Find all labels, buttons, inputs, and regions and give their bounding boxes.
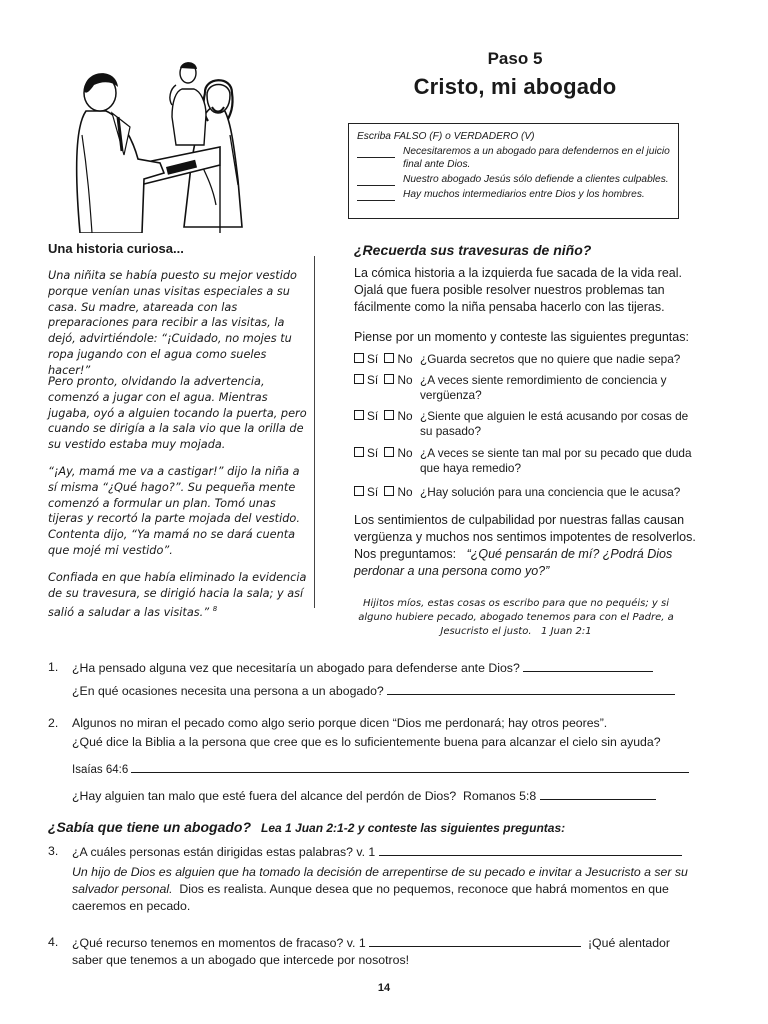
story-paragraph-1: Una niñita se había puesto su mejor vestido porque venían unas visitas especiales a su casa. Su madre, atareada con las preparaciones para recibir a las visitas, la dejó, advirtiéndole: “¡Cuidado, no mojes tu ropa jugando con el agua como sueles hacer!” [48, 269, 297, 377]
story-paragraph-3: “¡Ay, mamá me va a castigar!” dijo la niña a sí misma “¿Qué hago?”. Su pequeña mente comenzó a formular un plan. Tomó unas tijeras y recortó la parte mojada del vestido. Contenta dijo, “Ya mamá no se dará cuenta que mojé mi vestido”. [48, 465, 300, 557]
no-checkbox[interactable] [384, 410, 394, 420]
story-paragraph-4: Confiada en que había eliminado la evidencia de su travesura, se dirigió hacia la sala; y así salió a saludar a las visitas.” $^8$ [48, 571, 307, 619]
answer-line[interactable] [131, 760, 689, 773]
bible-verse: Hijitos míos, estas cosas os escribo para que no pequéis; y si alguno hubiere pecado, abogado tenemos para con el Padre, a Jesucristo el justo. 1 Juan 2:1 [358, 598, 674, 637]
yes-checkbox[interactable] [354, 353, 364, 363]
answer-line[interactable] [379, 843, 682, 856]
question-3-explanation: Un hijo de Dios es alguien que ha tomado la decisión de arrepentirse de su pecado e invitar a Jesucristo a ser su salvador personal. Dios es realista. Aunque desea que no pequemos, reconoce que habrá momentos en que caeremos en pecado. [72, 865, 688, 913]
answer-blank[interactable] [357, 145, 395, 158]
answer-blank[interactable] [357, 173, 395, 186]
story-paragraph-2: Pero pronto, olvidando la advertencia, comenzó a jugar con el agua. Mientras jugaba, oyó a alguien tocando la puerta, pero cuando se dirigía a la sala vio que la orilla de su vestido estaba muy mojada. [48, 375, 307, 452]
feelings-paragraph: Los sentimientos de culpabilidad por nuestras fallas causan vergüenza y muchos nos sentimos impotentes de resolverlos. Nos preguntamos: “¿Qué pensarán de mí? ¿Podrá Dios perdonar a una persona como yo?” [354, 513, 696, 578]
yes-checkbox[interactable] [354, 447, 364, 457]
quiz-item: Hay muchos intermediarios entre Dios y los hombres. [357, 188, 670, 201]
answer-line[interactable] [387, 682, 675, 695]
questions-prompt: Piense por un momento y conteste las siguientes preguntas: [354, 330, 689, 344]
courtroom-illustration [72, 55, 302, 233]
advocate-heading: ¿Sabía que tiene un abogado? Lea 1 Juan 2:1-2 y conteste las siguientes preguntas: [48, 819, 566, 835]
quiz-item: Necesitaremos a un abogado para defendernos en el juicio final ante Dios. [357, 145, 670, 171]
yes-checkbox[interactable] [354, 410, 364, 420]
true-false-box [348, 123, 679, 219]
quiz-item: Nuestro abogado Jesús sólo defiende a clientes culpables. [357, 173, 670, 186]
yes-no-question: Sí No ¿Hay solución para una conciencia que le acusa? [354, 485, 724, 500]
no-checkbox[interactable] [384, 374, 394, 384]
page-title: Cristo, mi abogado [413, 74, 617, 99]
story-heading: Una historia curiosa... [48, 241, 184, 256]
no-checkbox[interactable] [384, 353, 394, 363]
yes-checkbox[interactable] [354, 486, 364, 496]
answer-line[interactable] [523, 659, 653, 672]
intro-paragraph: La cómica historia a la izquierda fue sacada de la vida real. Ojalá que fuera posible resolver nuestros problemas tan fácilmente como la niña pensaba hacerlo con las tijeras. [354, 266, 682, 314]
footnote-marker: 8 [212, 604, 218, 613]
yes-no-question: Sí No ¿Siente que alguien le está acusando por cosas de su pasado? [354, 409, 724, 439]
answer-blank[interactable] [357, 188, 395, 201]
question-4-text: ¿Qué recurso tenemos en momentos de fracaso? v. 1 ¡Qué alentador saber que tenemos a un abogado que intercede por nosotros! [72, 936, 670, 967]
quiz-instruction: Escriba FALSO (F) o VERDADERO (V) [357, 131, 535, 142]
yes-no-question: Sí No ¿A veces siente remordimiento de conciencia y vergüenza? [354, 373, 724, 403]
section-heading: ¿Recuerda sus travesuras de niño? [354, 242, 592, 258]
yes-no-question: Sí No ¿Guarda secretos que no quiere que nadie sepa? [354, 352, 724, 367]
yes-no-question: Sí No ¿A veces se siente tan mal por su pecado que duda que haya remedio? [354, 446, 724, 476]
step-label: Paso 5 [487, 49, 543, 68]
answer-line[interactable] [369, 934, 581, 947]
column-divider [314, 256, 315, 608]
page-number: 14 [377, 982, 391, 994]
yes-checkbox[interactable] [354, 374, 364, 384]
answer-line[interactable] [540, 787, 656, 800]
no-checkbox[interactable] [384, 447, 394, 457]
no-checkbox[interactable] [384, 486, 394, 496]
